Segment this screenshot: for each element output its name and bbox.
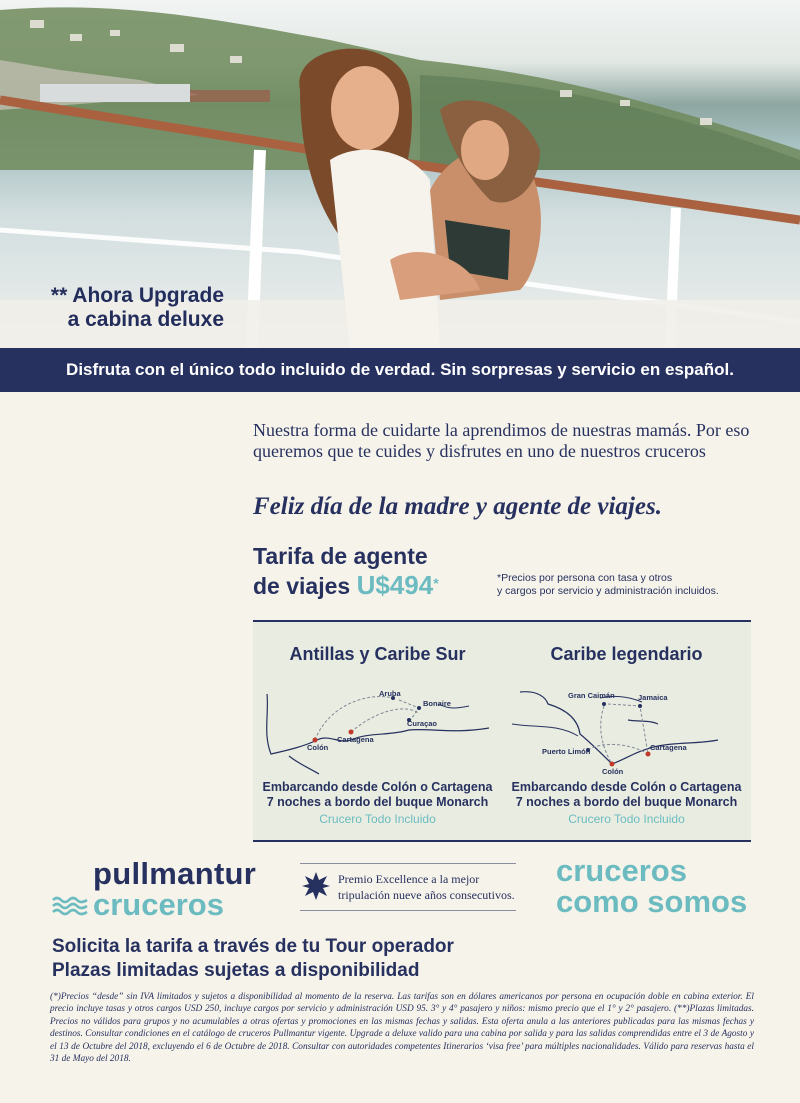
greeting-headline: Feliz día de la madre y agente de viajes. bbox=[253, 493, 662, 520]
price-note bbox=[497, 572, 719, 598]
slogan-line-2: como somos bbox=[556, 884, 748, 919]
intro-paragraph: Nuestra forma de cuidarte la aprendimos de nuestras mamás. Por eso queremos que te cuides y disfrutes en uno de nuestros cruceros bbox=[253, 420, 750, 461]
port-label-puerto-limon: Puerto Limón bbox=[542, 747, 591, 756]
fare-price bbox=[357, 570, 439, 600]
award-line-2: tripulación nueve años consecutivos. bbox=[338, 888, 515, 902]
route-card-caribe bbox=[502, 622, 751, 840]
routes-panel bbox=[253, 620, 751, 842]
port-label-aruba: Aruba bbox=[379, 689, 401, 698]
award-line-1: Premio Excellence a la mejor bbox=[338, 872, 480, 886]
upgrade-callout bbox=[30, 284, 224, 332]
legal-disclaimer: (*)Precios “desde” sin IVA limitados y sujetos a disponibilidad al momento de la reserva. Las tarifas son en dólares americanos por persona en ocupación doble en cabina exterior. El precio incluye tasas y otros cargos USD 250, incluye cargos por servicio y administración USD 95. 3° y 4° pasajero y niños: mismo precio que el 1° y 2° pasajero. (**)Plazas limitadas. Precios no válidos para grupos y no acumulables a otras ofertas y promociones en las mismas fechas y salidas. Esta oferta anula a las anteriores publicadas para las mismas fechas y destinos. Consultar condiciones en el catálogo de cruceros Pullmantur vigente. Upgrade a deluxe valido para una cabina por salida y para las salidas comprendidas entre el 3 de Agosto y el 13 de Octubre del 2018, excluyendo el 6 de Octubre de 2018. Consultar con autoridades competentes Itinerarios ‘visa free’ para múltiples nacionalidades. Válido para reservas hasta el 31 de Mayo del 2018. bbox=[50, 992, 754, 1065]
route-card-antillas bbox=[253, 622, 502, 840]
award-badge bbox=[300, 863, 516, 911]
waves-icon bbox=[52, 896, 88, 916]
fare-line-1: Tarifa de agente bbox=[253, 543, 428, 569]
port-label-curacao: Curaçao bbox=[407, 719, 438, 728]
cta-line-2: Plazas limitadas sujetas a disponibilidad bbox=[52, 960, 420, 981]
route-map-antillas bbox=[259, 684, 497, 776]
port-label-cartagena: Cartagena bbox=[650, 743, 687, 752]
port-label-colon: Colón bbox=[307, 743, 329, 752]
port-label-jamaica: Jamaica bbox=[638, 693, 668, 702]
star-seal-icon bbox=[302, 872, 330, 900]
route-included: Crucero Todo Incluido bbox=[319, 812, 436, 826]
price-asterisk: * bbox=[433, 575, 439, 591]
route-embark: Embarcando desde Colón o Cartagena bbox=[511, 780, 742, 794]
price-note-line-1: *Precios por persona con tasa y otros bbox=[497, 572, 673, 584]
route-title: Antillas y Caribe Sur bbox=[289, 644, 466, 664]
upgrade-line-2: a cabina deluxe bbox=[67, 308, 224, 331]
port-label-cartagena: Cartagena bbox=[337, 735, 374, 744]
port-label-gran-caiman: Gran Caimán bbox=[568, 691, 615, 700]
route-map-caribe bbox=[508, 684, 746, 776]
port-label-colon: Colón bbox=[602, 767, 624, 776]
upgrade-line-1: ** Ahora Upgrade bbox=[50, 284, 224, 307]
route-nights: 7 noches a bordo del buque Monarch bbox=[515, 795, 738, 809]
agent-fare bbox=[253, 542, 439, 601]
port-label-bonaire: Bonaire bbox=[423, 699, 451, 708]
fare-line-2: de viajes bbox=[253, 573, 351, 599]
award-text bbox=[338, 871, 515, 903]
route-title: Caribe legendario bbox=[550, 644, 703, 664]
call-to-action bbox=[52, 935, 454, 983]
cta-line-1: Solicita la tarifa a través de tu Tour operador bbox=[52, 936, 454, 957]
slogan-line-1: cruceros bbox=[556, 853, 687, 888]
route-included: Crucero Todo Incluido bbox=[568, 812, 685, 826]
brand-slogan bbox=[556, 855, 747, 917]
route-embark-info bbox=[253, 780, 502, 810]
price-note-line-2: y cargos por servicio y administración incluidos. bbox=[497, 585, 719, 597]
banner-text: Disfruta con el único todo incluido de verdad. Sin sorpresas y servicio en español. bbox=[66, 360, 734, 379]
mother-and-daughter-illustration bbox=[240, 30, 560, 348]
logo-word-2: cruceros bbox=[93, 887, 224, 922]
route-embark-info bbox=[502, 780, 751, 810]
tagline-banner bbox=[0, 348, 800, 392]
price-value: U$494 bbox=[356, 570, 434, 600]
route-embark: Embarcando desde Colón o Cartagena bbox=[262, 780, 493, 794]
logo-word-1: pullmantur bbox=[93, 856, 257, 891]
route-nights: 7 noches a bordo del buque Monarch bbox=[266, 795, 489, 809]
hero-photo bbox=[0, 0, 800, 348]
